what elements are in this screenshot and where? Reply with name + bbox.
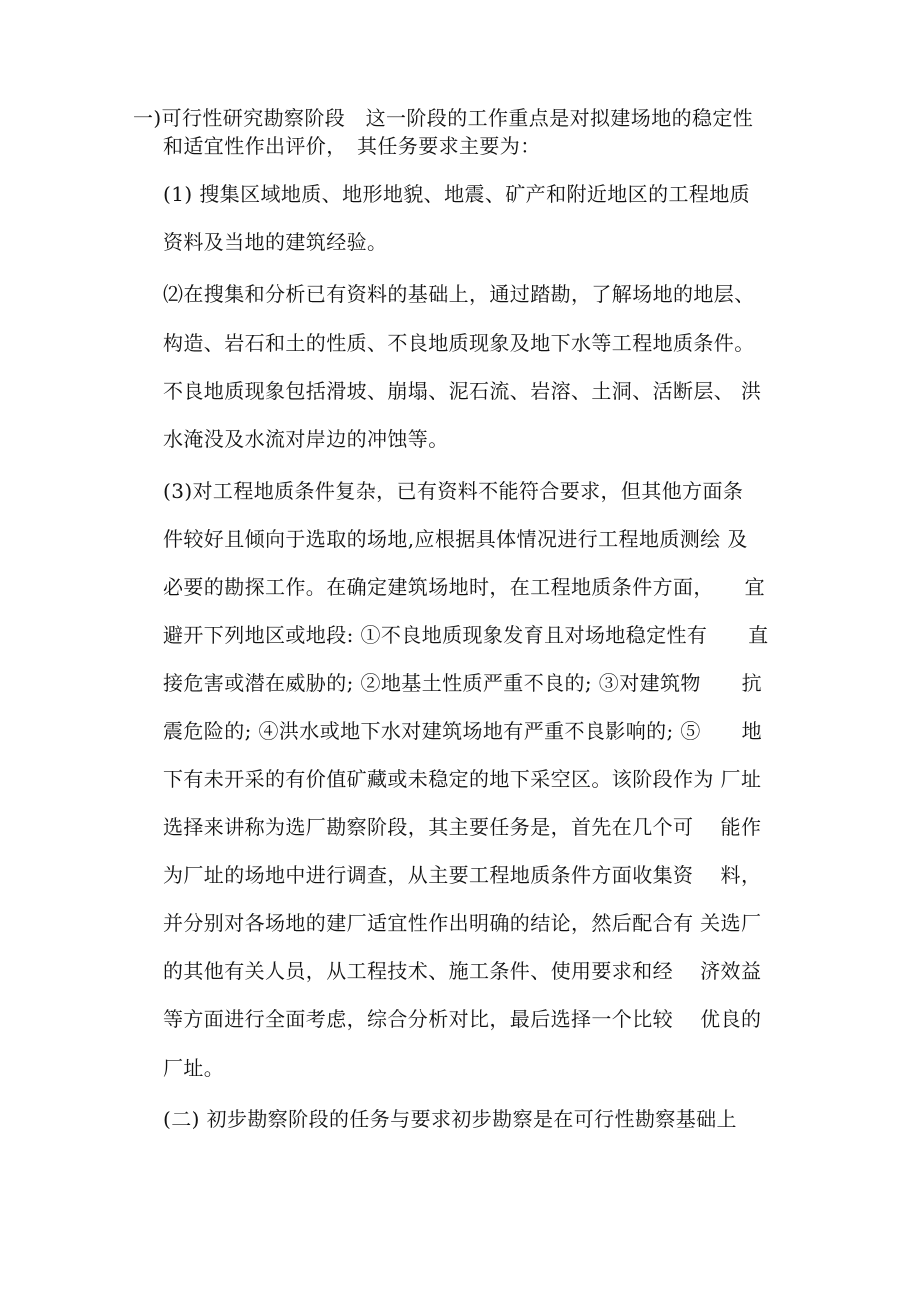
item-1-line-1: (1) 搜集区域地质、地形地貌、地震、矿产和附近地区的工程地质 (163, 182, 751, 206)
item-3-line-5: 接危害或潜在威胁的; ②地基土性质严重不良的; ③对建筑物 抗 (163, 671, 762, 695)
item-3-line-6: 震危险的; ④洪水或地下水对建筑场地有严重不良影响的; ⑤ 地 (163, 719, 762, 743)
section-2-heading-line-1: (二) 初步勘察阶段的任务与要求初步勘察是在可行性勘察基础上 (163, 1107, 737, 1131)
item-3-line-2: 件较好且倾向于选取的场地,应根据具体情况进行工程地质测绘 及 (163, 527, 748, 551)
item-3-line-12: 等方面进行全面考虑，综合分析对比，最后选择一个比较 优良的 (163, 1007, 762, 1031)
item-3-line-8: 选择来讲称为选厂勘察阶段，其主要任务是，首先在几个可 能作 (163, 815, 762, 839)
item-2-line-4: 水淹没及水流对岸边的冲蚀等。 (163, 427, 449, 451)
item-3-line-3: 必要的勘探工作。在确定建筑场地时，在工程地质条件方面， 宜 (163, 575, 765, 599)
item-3-line-4: 避开下列地区或地段: ①不良地质现象发育且对场地稳定性有 直 (163, 623, 769, 647)
item-3-line-7: 下有未开采的有价值矿藏或未稳定的地下采空区。该阶段作为 厂址 (163, 767, 762, 791)
item-3-line-11: 的其他有关人员，从工程技术、施工条件、使用要求和经 济效益 (163, 959, 762, 983)
item-3-line-13: 厂址。 (163, 1056, 225, 1080)
section-1-heading-line-1: 一)可行性研究勘察阶段 这一阶段的工作重点是对拟建场地的稳定性 (133, 106, 754, 130)
item-3-line-1: (3)对工程地质条件复杂，已有资料不能符合要求，但其他方面条 (163, 479, 744, 503)
item-1-line-2: 资料及当地的建筑经验。 (163, 230, 388, 254)
item-2-line-1: ⑵在搜集和分析已有资料的基础上，通过踏勘，了解场地的地层、 (163, 282, 755, 306)
section-1-heading-line-2: 和适宜性作出评价， 其任务要求主要为： (163, 134, 541, 158)
item-3-line-10: 并分别对各场地的建厂适宜性作出明确的结论，然后配合有 关选厂 (163, 911, 762, 935)
item-2-line-2: 构造、岩石和土的性质、不良地质现象及地下水等工程地质条件。 (163, 331, 755, 355)
item-2-line-3: 不良地质现象包括滑坡、崩塌、泥石流、岩溶、土洞、活断层、 洪 (163, 379, 762, 403)
item-3-line-9: 为厂址的场地中进行调查，从主要工程地质条件方面收集资 料， (163, 863, 762, 887)
